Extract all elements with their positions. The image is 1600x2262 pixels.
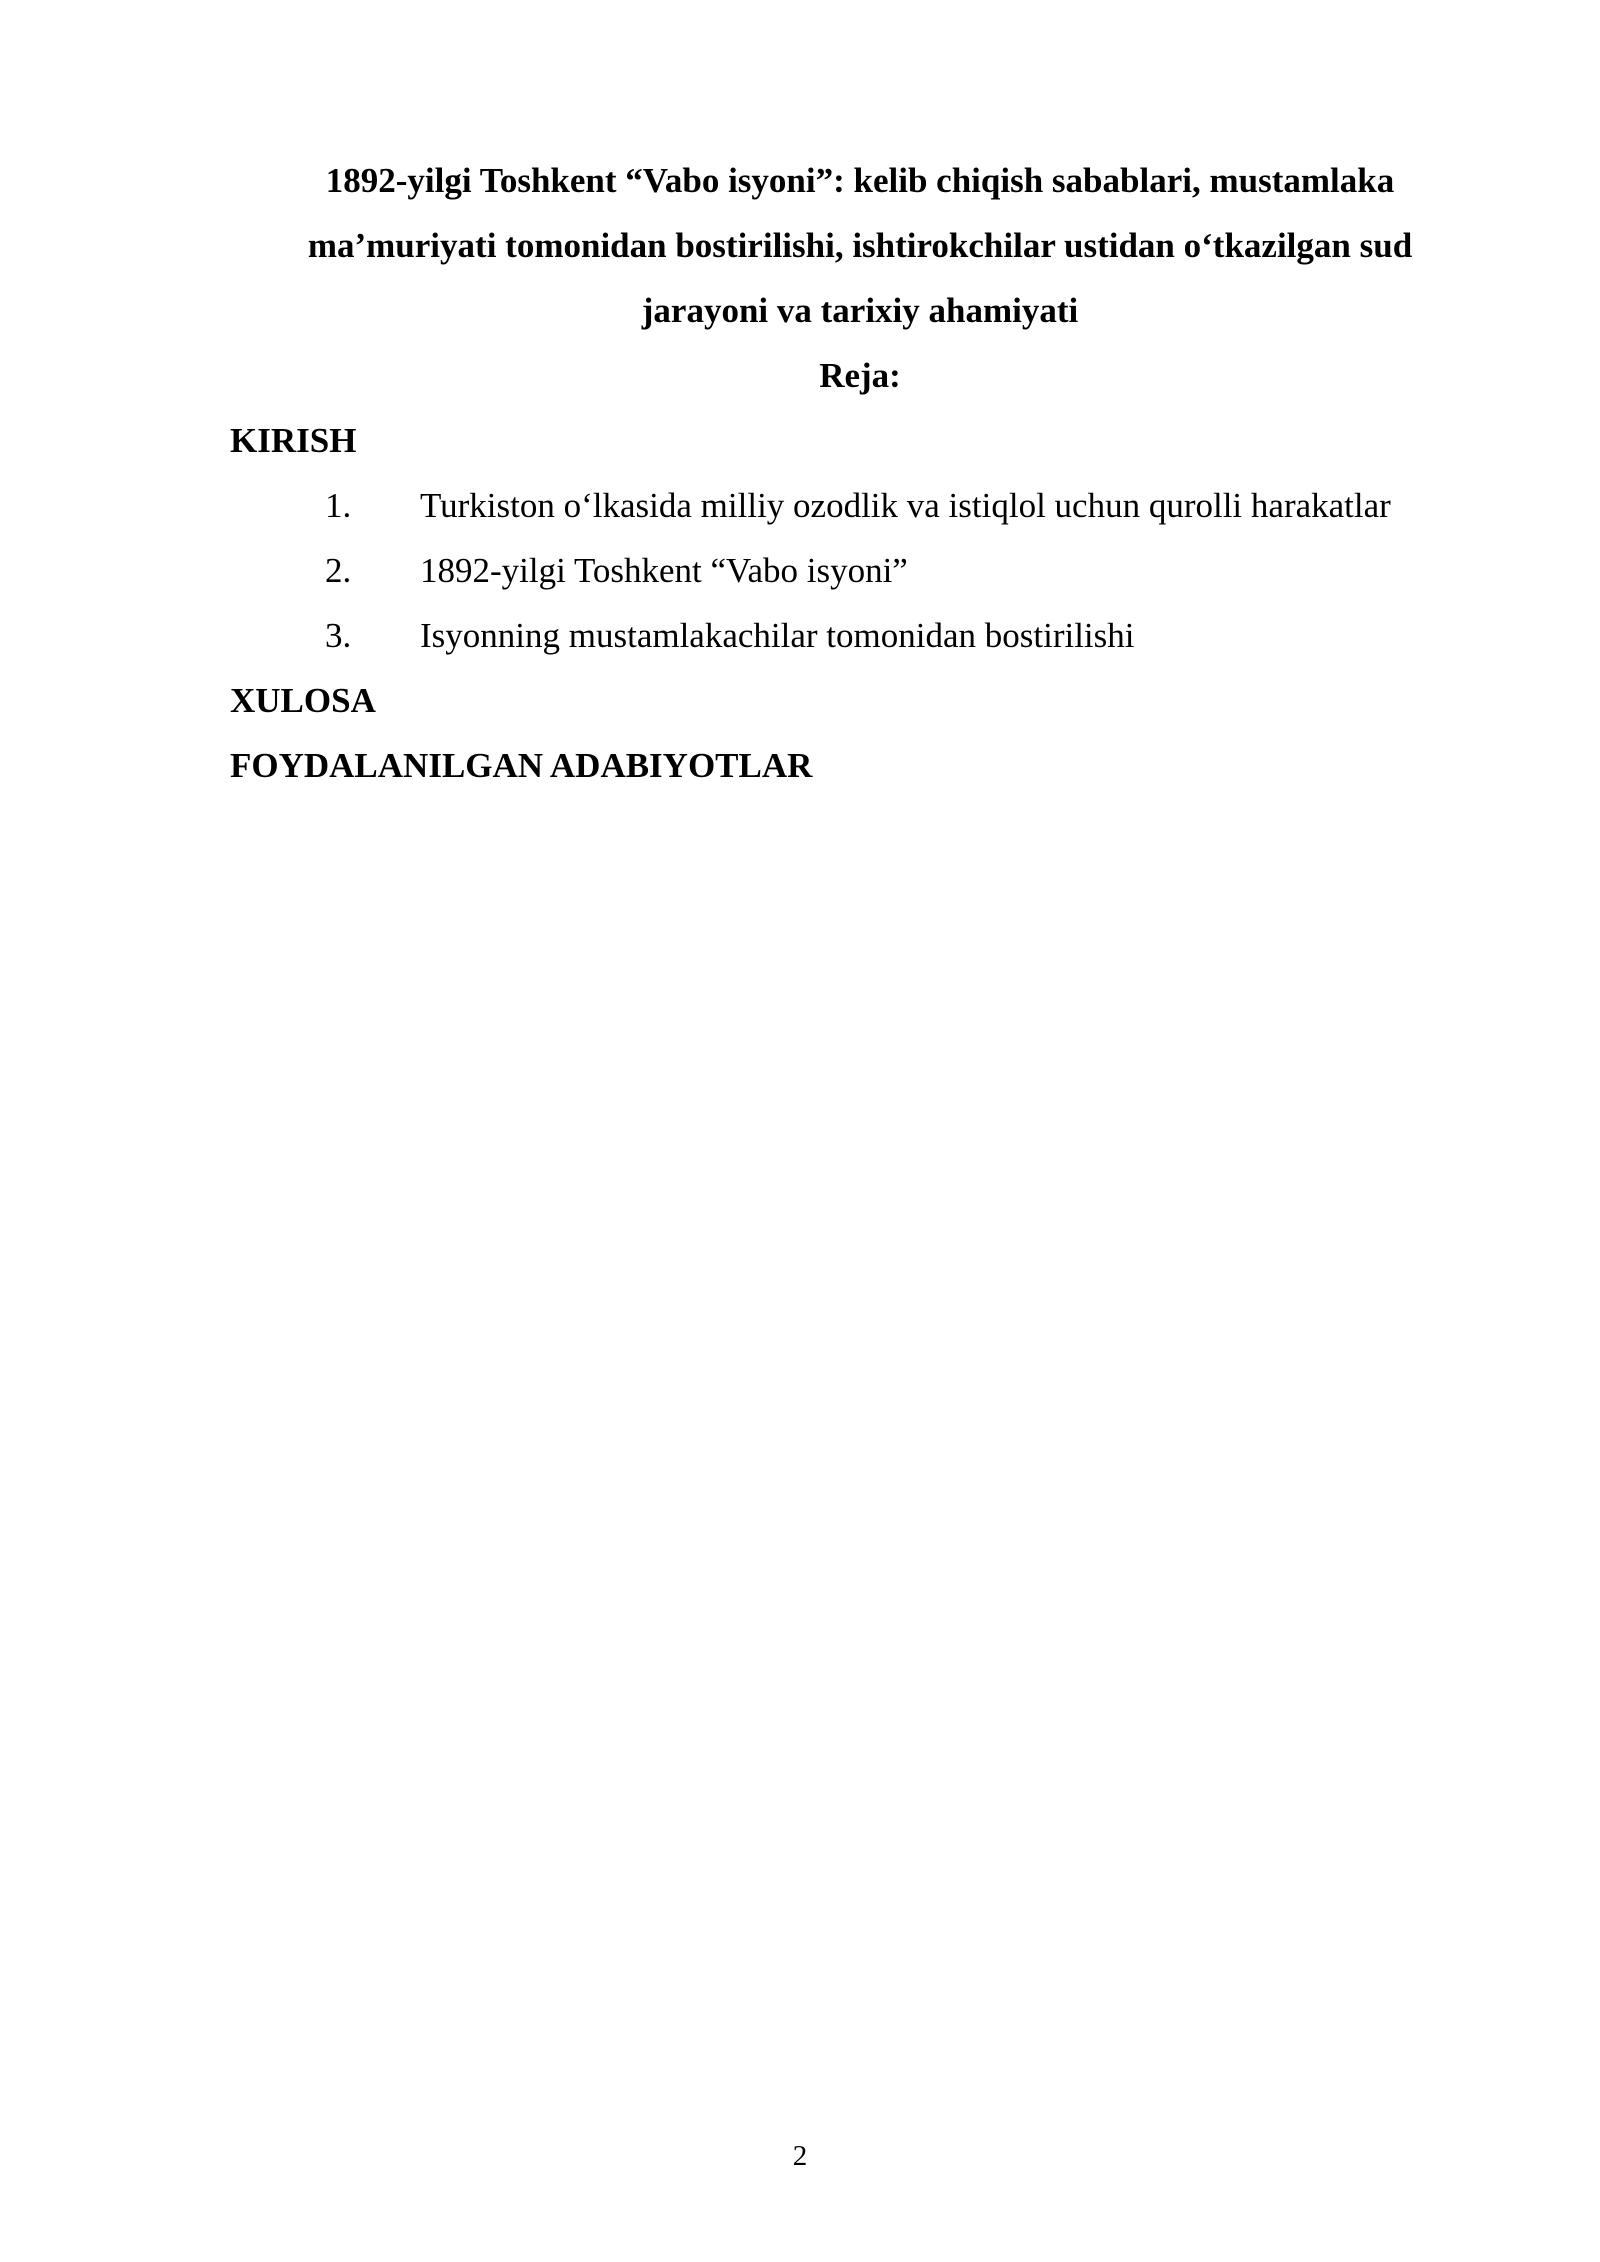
- plan-item-text: Turkiston o‘lkasida milliy ozodlik va istiqlol uchun qurolli harakatlar: [420, 486, 1391, 525]
- document-title: [230, 148, 1490, 343]
- title-line-2: ma’muriyati tomonidan bostirilishi, ishtirokchilar ustidan o‘tkazilgan sud: [307, 226, 1413, 265]
- intro-heading: KIRISH: [230, 421, 357, 460]
- title-line-1: 1892-yilgi Toshkent “Vabo isyoni”: kelib chiqish sabablari, mustamlaka: [325, 161, 1395, 200]
- plan-item-number: 3.: [325, 616, 352, 655]
- plan-item-text: 1892-yilgi Toshkent “Vabo isyoni”: [420, 551, 908, 590]
- conclusion-heading: XULOSA: [230, 681, 376, 720]
- plan-item-number: 2.: [325, 551, 352, 590]
- plan-item-text: Isyonning mustamlakachilar tomonidan bostirilishi: [420, 616, 1135, 655]
- page-number: 2: [792, 2140, 808, 2172]
- references-heading: FOYDALANILGAN ADABIYOTLAR: [230, 746, 813, 785]
- plan-heading: Reja:: [819, 356, 901, 395]
- title-line-3: jarayoni va tarixiy ahamiyati: [641, 291, 1079, 330]
- plan-item-number: 1.: [325, 486, 352, 525]
